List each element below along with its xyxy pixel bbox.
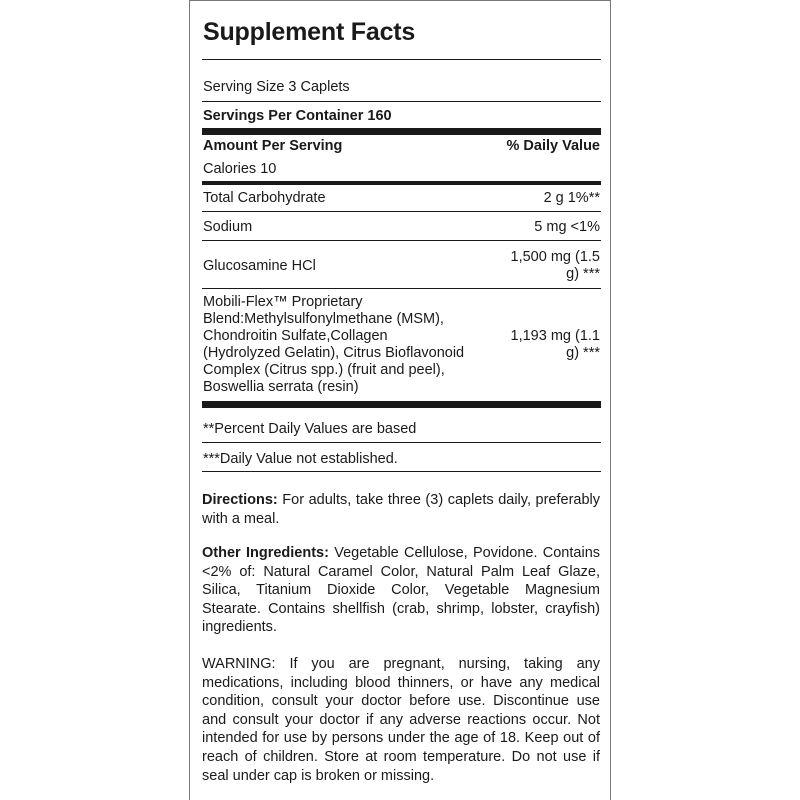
daily-value-header: % Daily Value — [506, 138, 600, 154]
divider-thick — [202, 401, 601, 408]
divider — [202, 211, 601, 212]
servings-per-container: Servings Per Container 160 — [203, 108, 392, 124]
divider — [202, 471, 601, 472]
nutrient-amount: 5 mg <1% — [534, 219, 600, 235]
blend-amount: g) *** — [566, 345, 600, 361]
divider — [202, 240, 601, 241]
divider — [202, 101, 601, 102]
nutrient-name: Sodium — [203, 219, 253, 235]
other-ingredients-label: Other Ingredients: — [202, 545, 329, 561]
divider-medium — [202, 181, 601, 185]
other-ingredients-paragraph — [202, 544, 600, 637]
blend-line: Blend:Methylsulfonylmethane (MSM), — [203, 311, 444, 327]
blend-line: Boswellia serrata (resin) — [203, 379, 359, 395]
blend-amount: 1,193 mg (1.1 — [510, 328, 600, 344]
footnote: **Percent Daily Values are based — [203, 421, 417, 437]
directions-label: Directions: — [202, 492, 278, 508]
nutrient-name: Glucosamine HCl — [203, 258, 316, 274]
footnote: ***Daily Value not established. — [203, 451, 398, 467]
warning-paragraph: WARNING: If you are pregnant, nursing, taking any medications, including blood thinners, or have any medical condition, consult your doctor before use. Discontinue use and consult your doctor if any adverse reactions occur. Not intended for use by persons under the age of 18. Keep out of reach of children. Store at room temperature. Do not use if seal under cap is broken or missing. — [202, 656, 600, 784]
divider — [202, 442, 601, 443]
directions-text: For adults, take three (3) caplets daily, preferably with a meal. — [202, 492, 600, 527]
panel-title: Supplement Facts — [203, 18, 416, 46]
nutrient-amount: 1,500 mg (1.5 — [510, 249, 600, 265]
blend-line: (Hydrolyzed Gelatin), Citrus Bioflavonoid — [203, 345, 465, 361]
directions-paragraph — [202, 491, 600, 528]
divider-thick — [202, 128, 601, 135]
blend-line: Chondroitin Sulfate,Collagen — [203, 328, 388, 344]
serving-size: Serving Size 3 Caplets — [203, 79, 350, 95]
blend-line: Complex (Citrus spp.) (fruit and peel), — [203, 362, 445, 378]
calories: Calories 10 — [203, 161, 277, 177]
amount-per-serving-header: Amount Per Serving — [203, 138, 343, 154]
divider — [202, 59, 601, 60]
nutrient-amount: 2 g 1%** — [543, 190, 600, 206]
other-ingredients-text: Vegetable Cellulose, Povidone. Contains <2% of: Natural Caramel Color, Natural Palm Leaf Glaze, Silica, Titanium Dioxide Color, Vegetable Magnesium Stearate. Contains shellfish (crab, shrimp, lobster, crayfish) ingredients. — [202, 545, 601, 636]
nutrient-amount: g) *** — [566, 266, 600, 282]
blend-line: Mobili-Flex™ Proprietary — [203, 294, 363, 310]
divider — [202, 288, 601, 289]
nutrient-name: Total Carbohydrate — [203, 190, 326, 206]
